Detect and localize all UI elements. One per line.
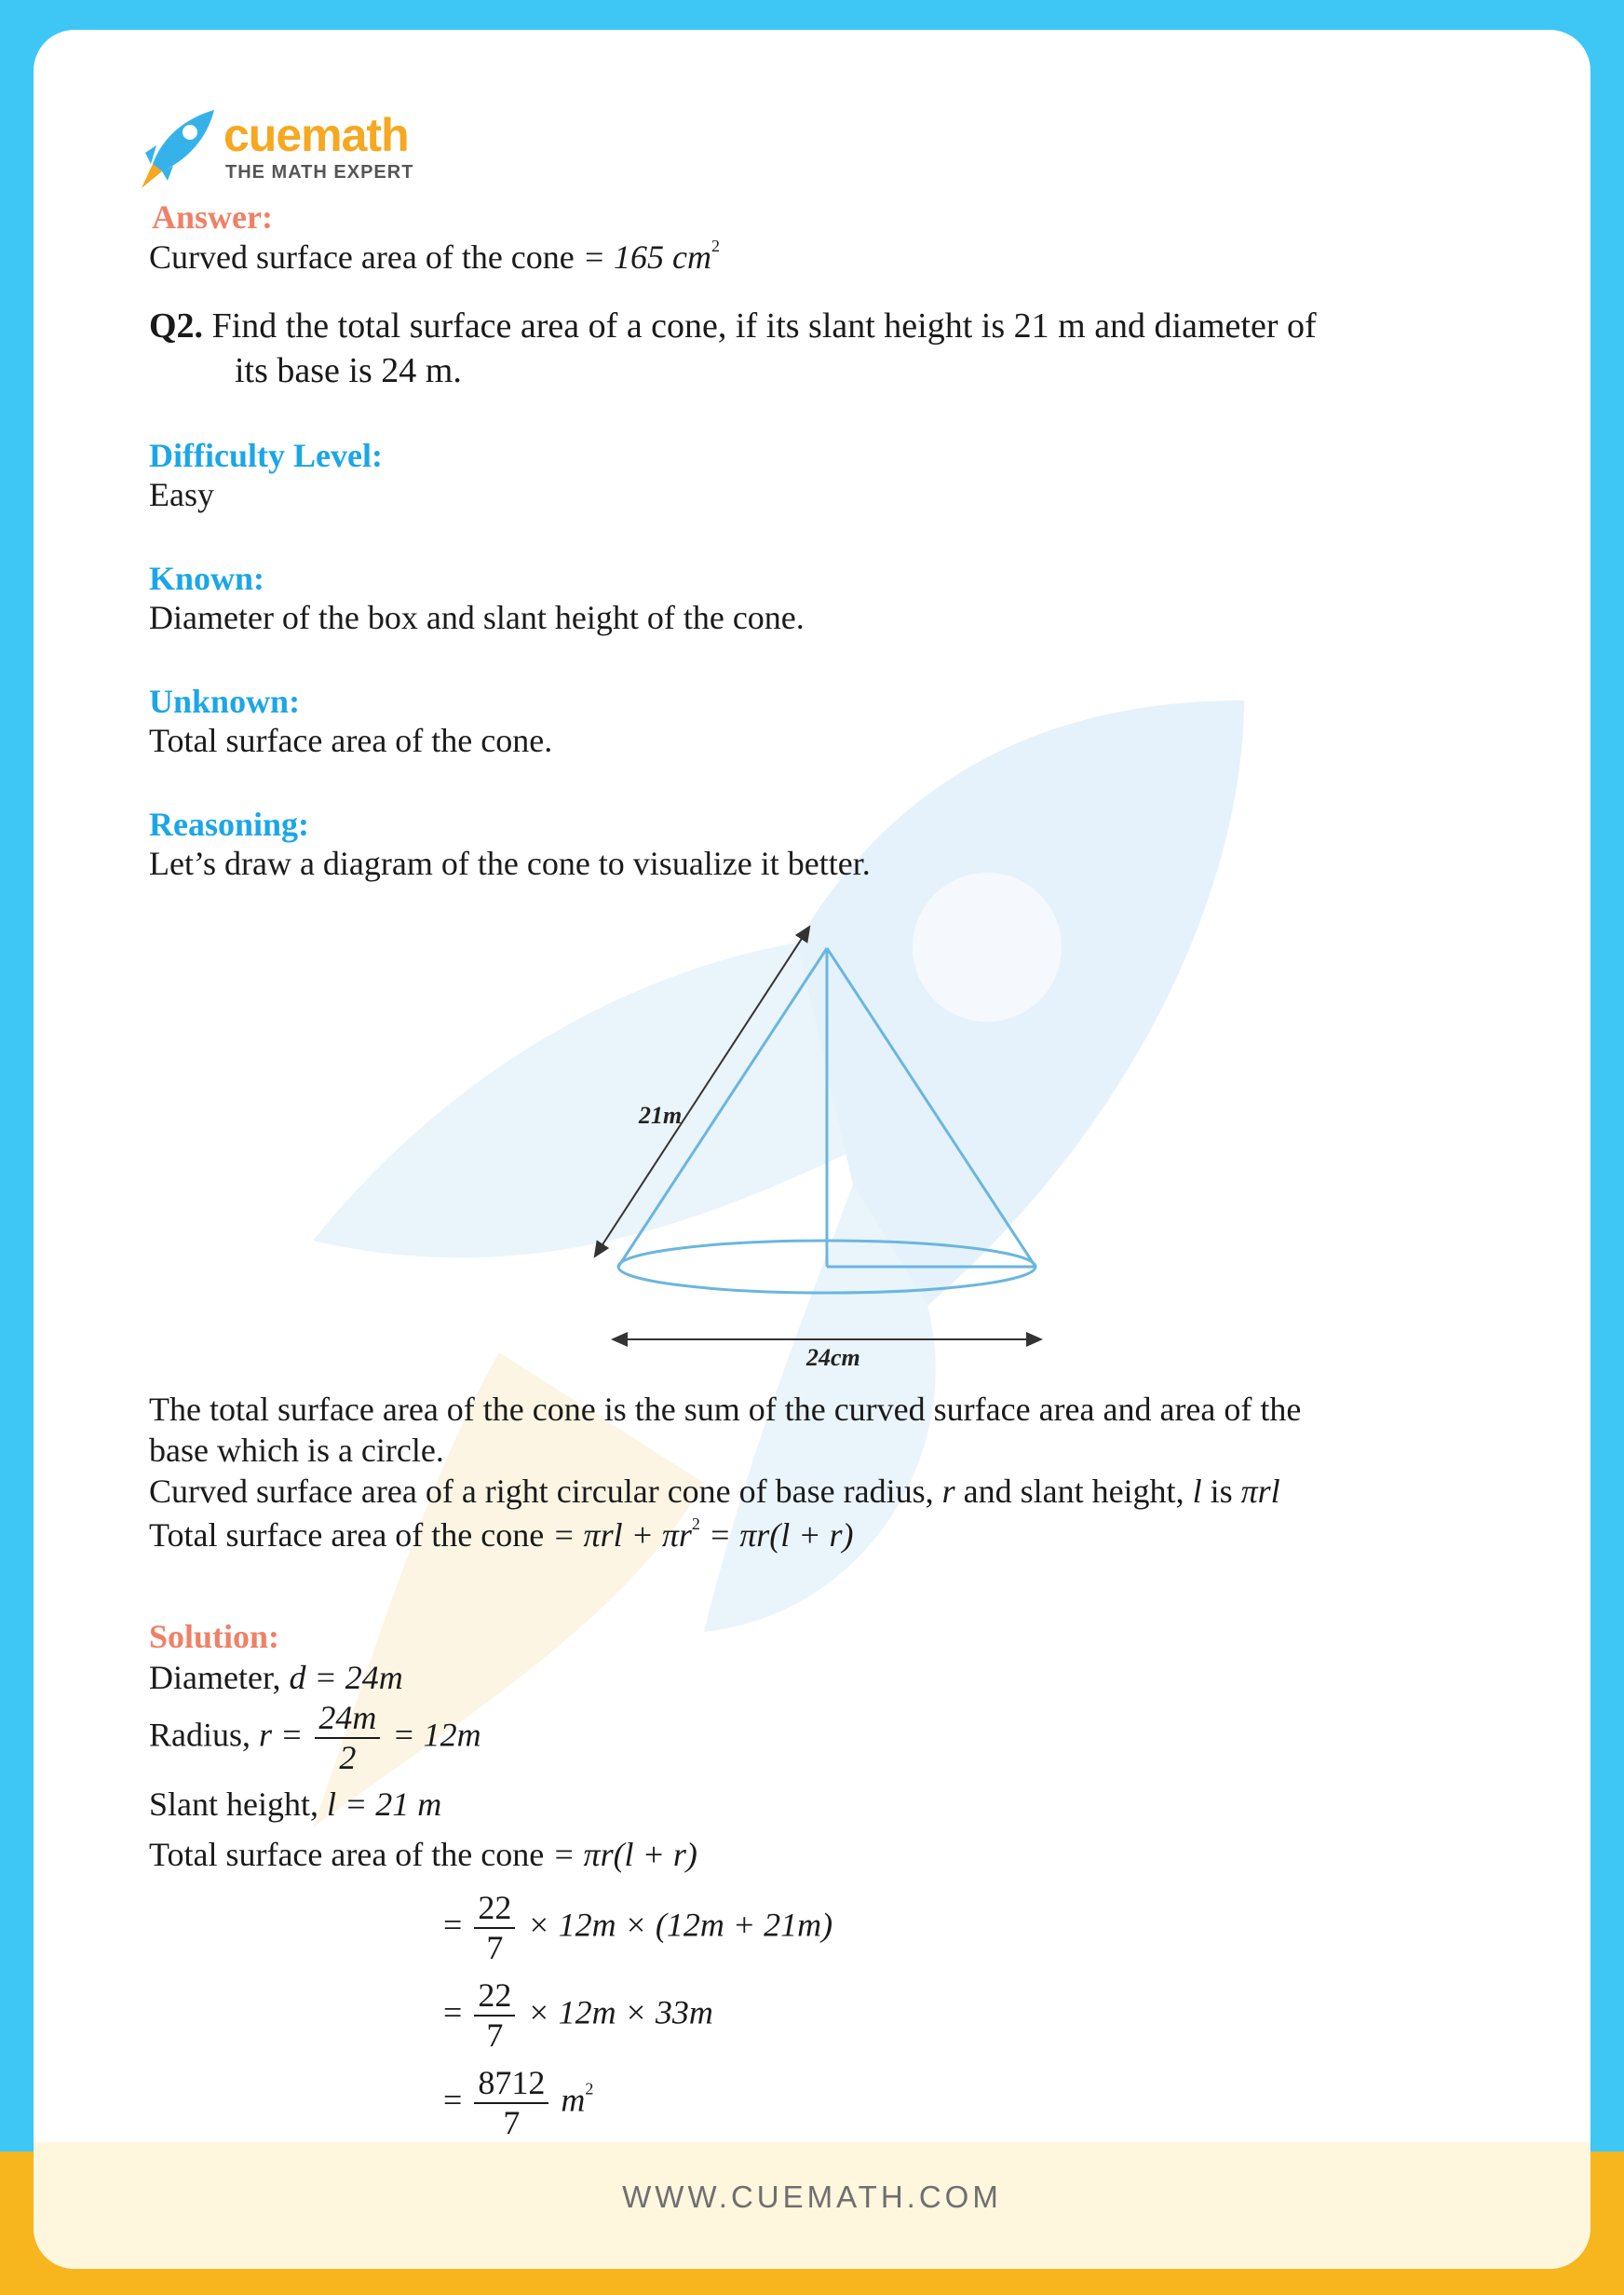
csa-r: r xyxy=(941,1473,955,1510)
diameter-line xyxy=(149,1658,403,1698)
reasoning-intro: Let’s draw a diagram of the cone to visualize it better. xyxy=(149,845,871,882)
reasoning-heading: Reasoning: xyxy=(149,806,310,843)
solution-heading: Solution: xyxy=(149,1618,280,1655)
step-2-eq: = xyxy=(443,1993,463,2031)
page-card xyxy=(34,30,1590,2269)
tsa-solution-line xyxy=(149,1835,697,1875)
cone-diagram xyxy=(574,924,1058,1371)
radius-line xyxy=(149,1699,481,1778)
csa-line xyxy=(149,1472,1280,1512)
csa-is: is xyxy=(1210,1473,1233,1510)
step-1-fraction xyxy=(474,1889,515,1968)
answer-line xyxy=(149,237,720,278)
brand-tagline: THE MATH EXPERT xyxy=(225,162,414,183)
step-3-fraction xyxy=(474,2064,548,2143)
tsa-solution-label: Total surface area of the cone xyxy=(149,1836,545,1873)
radius-label: Radius, xyxy=(149,1716,251,1754)
step-3-rest: m xyxy=(561,2081,586,2119)
csa-l: l xyxy=(1192,1473,1202,1510)
radius-result: = 12m xyxy=(392,1716,481,1754)
step-1 xyxy=(443,1889,832,1968)
base-label: 24cm xyxy=(806,1344,860,1371)
footer-url[interactable]: WWW.CUEMATH.COM xyxy=(622,2180,1002,2214)
tsa-solution-formula: = πr(l + r) xyxy=(552,1836,697,1873)
slant-arrow xyxy=(598,931,806,1252)
diameter-label: Diameter, xyxy=(149,1659,281,1696)
question-text-2: its base is 24 m. xyxy=(235,351,462,390)
tsa-formula-a: = πrl + πr xyxy=(552,1516,692,1554)
reasoning-para-2: base which is a circle. xyxy=(149,1432,444,1469)
step-1-numerator: 22 xyxy=(474,1889,515,1929)
tsa-line xyxy=(149,1514,854,1555)
difficulty-heading: Difficulty Level: xyxy=(149,437,383,474)
answer-value: = 165 cm xyxy=(582,238,712,276)
diameter-value: d = 24m xyxy=(289,1659,403,1696)
unknown-heading: Unknown: xyxy=(149,683,301,720)
step-1-eq: = xyxy=(443,1906,463,1944)
csa-formula: πrl xyxy=(1240,1473,1280,1510)
step-3-eq: = xyxy=(443,2081,463,2119)
step-2-rest: × 12m × 33m xyxy=(527,1993,713,2031)
slant-label: 21m xyxy=(639,1102,683,1129)
radius-lhs: r = xyxy=(259,1716,304,1754)
brand-name: cuemath xyxy=(223,109,409,161)
difficulty-text: Easy xyxy=(149,476,214,513)
unknown-text: Total surface area of the cone. xyxy=(149,722,553,759)
tsa-formula-b: = πr(l + r) xyxy=(708,1516,854,1554)
reasoning-para-1: The total surface area of the cone is the sum of the curved surface area and area of the xyxy=(149,1391,1302,1428)
cone-right-edge xyxy=(827,948,1035,1267)
question-line-1 xyxy=(149,306,1317,346)
csa-text: Curved surface area of a right circular cone of base radius, xyxy=(149,1473,934,1510)
known-heading: Known: xyxy=(149,560,265,597)
radius-fraction xyxy=(315,1699,380,1778)
step-2-denominator: 7 xyxy=(486,2017,504,2055)
step-3 xyxy=(443,2064,593,2143)
step-2-numerator: 22 xyxy=(474,1976,515,2017)
slant-line xyxy=(149,1785,441,1825)
step-3-sup: 2 xyxy=(585,2079,594,2098)
answer-power: 2 xyxy=(711,237,721,255)
step-1-rest: × 12m × (12m + 21m) xyxy=(527,1906,833,1944)
step-2-fraction xyxy=(474,1976,515,2056)
radius-denominator: 2 xyxy=(339,1739,357,1777)
question-text-1: Find the total surface area of a cone, if its slant height is 21 m and diameter of xyxy=(211,306,1317,346)
tsa-formula-sup: 2 xyxy=(691,1514,700,1533)
question-number: Q2. xyxy=(149,306,204,346)
csa-and: and slant height, xyxy=(963,1473,1184,1510)
step-3-denominator: 7 xyxy=(503,2104,521,2142)
answer-heading: Answer: xyxy=(152,198,273,236)
radius-numerator: 24m xyxy=(315,1699,380,1739)
known-text: Diameter of the box and slant height of the cone. xyxy=(149,599,805,636)
step-3-numerator: 8712 xyxy=(474,2064,548,2104)
step-1-denominator: 7 xyxy=(486,1929,504,1967)
answer-text: Curved surface area of the cone xyxy=(149,238,575,276)
slant-label-text: Slant height, xyxy=(149,1786,318,1823)
slant-value: l = 21 m xyxy=(327,1786,442,1823)
tsa-text: Total surface area of the cone xyxy=(149,1516,545,1554)
step-2 xyxy=(443,1976,713,2056)
rocket-logo-icon xyxy=(125,106,218,190)
